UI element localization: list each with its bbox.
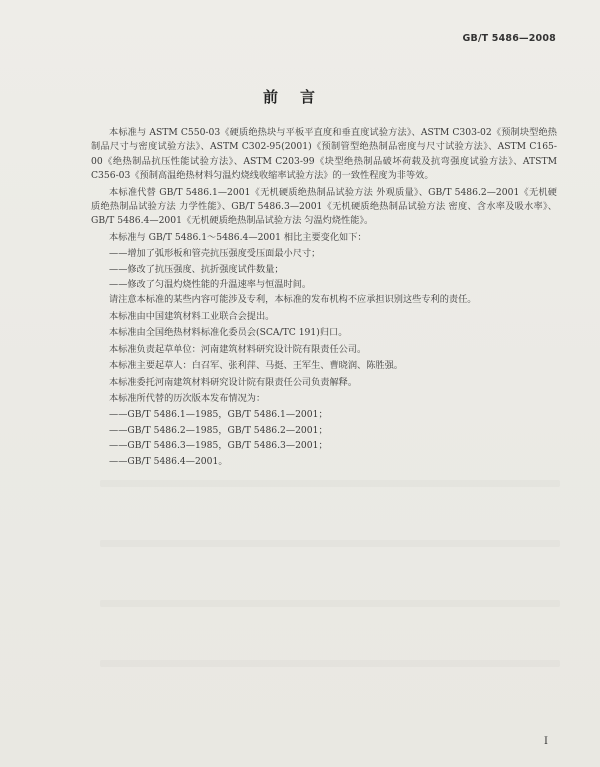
show-through-shadow bbox=[100, 660, 560, 667]
change-item: ——修改了匀温灼烧性能的升温速率与恒温时间。 bbox=[109, 279, 312, 291]
standard-number: GB/T 5486—2008 bbox=[462, 33, 556, 44]
paragraph-changes-intro: 本标准与 GB/T 5486.1～5486.4—2001 相比主要变化如下： bbox=[109, 231, 367, 243]
history-item: ——GB/T 5486.1—1985，GB/T 5486.1—2001； bbox=[109, 409, 328, 421]
page-title: 前言 bbox=[262, 88, 337, 106]
paragraph-equivalence: 本标准与 ASTM C550-03《硬质绝热块与平板平直度和垂直度试验方法》、ASTM C303-02《预制块型绝热制品尺寸与密度试验方法》、ASTM C302-95(2001)《预制管型绝热制品密度与尺寸试验方法》、ASTM C165-00《绝热制品抗压性能试验方法》、ASTM C203-99《块型绝热制品破坏荷载及抗弯强度试验方法》、ATSTM C356-03《预制高温绝热材料匀温灼烧线收缩率试验方法》的一致性程度为非等效。 bbox=[91, 127, 557, 182]
paragraph-patent: 请注意本标准的某些内容可能涉及专利，本标准的发布机构不应承担识别这些专利的责任。 bbox=[109, 294, 477, 306]
paragraph-drafters: 本标准主要起草人：白召军、张利萍、马挺、王军生、曹晓润、陈胜强。 bbox=[109, 360, 403, 372]
paragraph-proposed-by: 本标准由中国建筑材料工业联合会提出。 bbox=[109, 310, 275, 322]
paragraph-history-intro: 本标准所代替的历次版本发布情况为： bbox=[109, 392, 266, 404]
page-number: I bbox=[544, 736, 548, 747]
paragraph-replaces: 本标准代替 GB/T 5486.1—2001《无机硬质绝热制品试验方法 外观质量》、GB/T 5486.2—2001《无机硬质绝热制品试验方法 力学性能》、GB/T 5486.3—2001《无机硬质绝热制品试验方法 密度、含水率及吸水率》、GB/T 5486.4—2001《无机硬质绝热制品试验方法 匀温灼烧性能》。 bbox=[91, 186, 557, 227]
foreword-body bbox=[91, 126, 557, 470]
history-item: ——GB/T 5486.2—1985，GB/T 5486.2—2001； bbox=[109, 424, 328, 436]
history-item: ——GB/T 5486.3—1985，GB/T 5486.3—2001； bbox=[109, 440, 328, 452]
show-through-shadow bbox=[100, 480, 560, 487]
show-through-shadow bbox=[100, 540, 560, 547]
show-through-shadow bbox=[100, 600, 560, 607]
change-item: ——增加了弧形板和管壳抗压强度受压面最小尺寸； bbox=[109, 248, 321, 260]
paragraph-technical-committee: 本标准由全国绝热材料标准化委员会(SCA/TC 191)归口。 bbox=[109, 327, 348, 339]
history-item: ——GB/T 5486.4—2001。 bbox=[109, 455, 228, 467]
change-item: ——修改了抗压强度、抗折强度试件数量； bbox=[109, 263, 284, 275]
paragraph-interpretation: 本标准委托河南建筑材料研究设计院有限责任公司负责解释。 bbox=[109, 376, 358, 388]
paragraph-drafting-unit: 本标准负责起草单位：河南建筑材料研究设计院有限责任公司。 bbox=[109, 343, 367, 355]
